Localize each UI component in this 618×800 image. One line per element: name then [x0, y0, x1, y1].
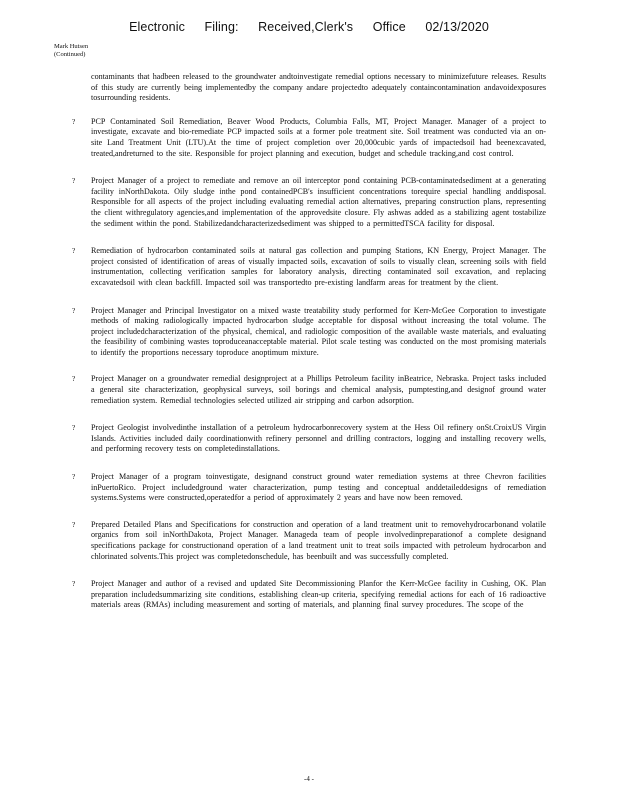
bullet-marker: ? — [72, 423, 76, 433]
bullet-marker: ? — [72, 305, 76, 315]
intro-paragraph: contaminants that hadbeen released to the groundwater andtoinvestigate remedial options necessary to minimizefuture releases. Results of this study are currently being implementedby the company andare projectedto adequately containcontamination andavoidexposures tosurrounding residents. — [91, 72, 546, 103]
filing-header — [0, 20, 618, 34]
page-number: -4 - — [304, 775, 314, 783]
bullet-marker: ? — [72, 472, 76, 482]
project-description: Project Manager and author of a revised and updated Site Decommissioning Planfor the Kerr-McGee facility in Cushing, OK. Plan preparation includedsummarizing site conditions, establishing clean-up criteria, specifying remedial actions for each of 16 radioactive materials areas (RMAs) including measurement and sorting of materials, and planning final survey procedures. The scope of the — [91, 579, 546, 610]
header-date: 02/13/2020 — [425, 20, 489, 34]
bullet-marker: ? — [72, 519, 76, 529]
project-list-item — [72, 472, 546, 504]
project-list-item — [72, 117, 546, 159]
header-received: Received,Clerk's — [258, 20, 354, 34]
project-description: Remediation of hydrocarbon contaminated soils at natural gas collection and pumping Stations, KN Energy, Project Manager. The project consisted of identification of areas of visually impacted soils, excavation of soils to visually clean, screening soils with field instrumentation, collecting verification samples for laboratory analysis, directing contaminated soil excavation, and replacing excavatedsoil with clean backfill. Impacted soil was transportedto pre-existing landfarm areas for treatment by the client. — [91, 246, 546, 287]
header-electronic: Electronic — [129, 20, 185, 34]
project-list-item — [72, 176, 546, 229]
project-list-item — [72, 306, 546, 359]
bullet-marker: ? — [72, 116, 76, 126]
document-body — [72, 72, 546, 611]
project-description: Project Manager and Principal Investigator on a mixed waste treatability study performed for Kerr-McGee Corporation to investigate methods of making radiologically impacted hydrocarbon sludge acceptable for disposal without increasing the total volume. The project includedcharacterization of the physical, chemical, and radiologic composition of the available waste materials, and evaluating the feasibility of combining wastes toproduceanacceptable material. Pilot scale testing was conducted on the most promising materials to identify the proportions necessary toproduce anoptimum mixture. — [91, 305, 546, 357]
project-description: Project Manager on a groundwater remedial designproject at a Phillips Petroleum facility inBeatrice, Nebraska. Project tasks included a general site characterization, geophysical surveys, soil borings and chemical analysis, pumptesting,and designof ground water remediation system. Remedial technologies selected utilized air stripping and carbon adsorption. — [91, 374, 546, 405]
project-description: Prepared Detailed Plans and Specifications for construction and operation of a land treatment unit to removehydrocarbonand volatile organics from soil inNorthDakota, Project Manager. Manageda team of people involvedinpreparationof a complete designand specifications package for constructionand operation of a land treatment unit to treat soils impacted with petroleum hydrocarbon and chlorinated solvents.This project was completedonschedule, has beenbuilt and was successfully completed. — [91, 519, 546, 561]
project-list-item — [72, 374, 546, 406]
project-list-item — [72, 423, 546, 455]
project-description: Project Manager of a project to remediate and remove an oil interceptor pond containing PCB-contaminatedsediment at a generating facility inNorthDakota. Oily sludge inthe pond containedPCB's insufficient concentrations torequire special handling anddisposal. Responsible for all aspects of the project including evaluating remedial action alternatives, preparing construction plans, representing the client withregulatory agencies,and implementation of the approvedsite closure. Fly ashwas added as a stabilizing agent tostabilize the sediment within the pond. Stabilizedandcharacterizedsediment was shipped to a permittedTSCA facility for disposal. — [91, 176, 546, 228]
continued-label: (Continued) — [54, 51, 86, 58]
resume-name-block — [54, 43, 88, 59]
header-filing: Filing: — [204, 20, 239, 34]
bullet-marker: ? — [72, 176, 76, 186]
resume-name: Mark Hutsen — [54, 43, 89, 50]
project-description: Project Manager of a program toinvestigate, designand construct ground water remediation systems at three Chevron facilities inPuertoRico. Project includedground water characterization, pump testing and conceptual anddetaileddesigns of remediation systems.Systems were constructed,operatedfor a period of approximately 2 years and have now been removed. — [91, 472, 546, 503]
header-office: Office — [372, 20, 406, 34]
project-list-item — [72, 246, 546, 288]
bullet-marker: ? — [72, 246, 76, 256]
project-description: Project Geologist involvedinthe installation of a petroleum hydrocarbonrecovery system at the Hess Oil refinery onSt.CroixUS Virgin Islands. Activities included daily coordinationwith refinery personnel and drilling contractors, logging and installing recovery wells, and performing recovery tests on completedinstallations. — [91, 423, 546, 454]
bullet-marker: ? — [72, 374, 76, 384]
bullet-marker: ? — [72, 579, 76, 589]
project-list-item — [72, 579, 546, 611]
project-description: PCP Contaminated Soil Remediation, Beaver Wood Products, Columbia Falls, MT, Project Manager. Manager of a project to investigate, excavate and bio-remediate PCP impacted soils at a former pole treatment site. Soil treatment was conducted via an on-site Land Treatment Unit (LTU).At the time of project completion over 20,000cubic yards of impactedsoil had beenexcavated, treated,andreturned to the site. Responsible for project planning and execution, budget and schedule tracking,and cost control. — [91, 116, 546, 158]
project-list-item — [72, 520, 546, 562]
project-list — [72, 117, 546, 611]
